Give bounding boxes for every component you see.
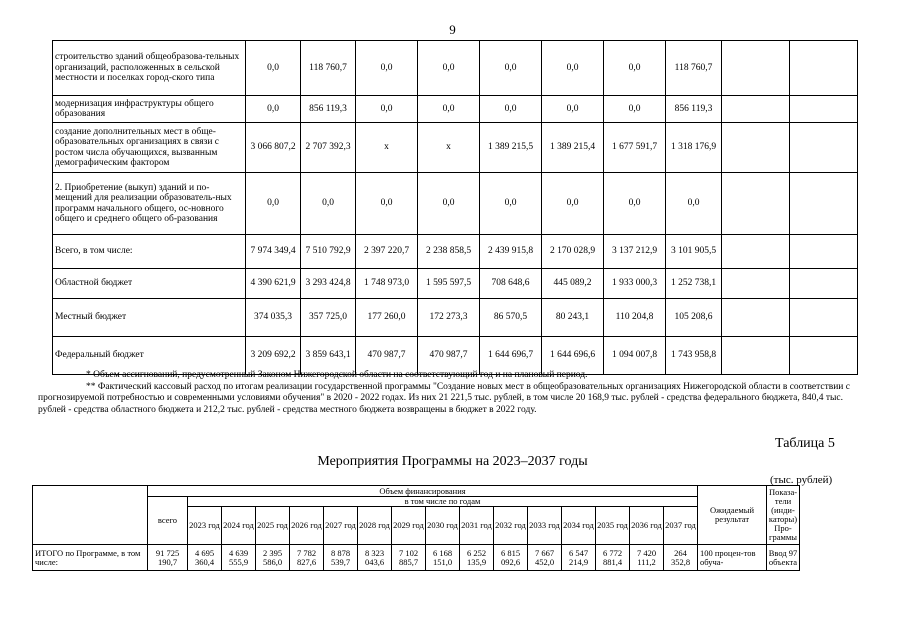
empty-cell (790, 337, 858, 375)
row-value: 0,0 (480, 41, 542, 96)
row-value: 3 293 424,8 (301, 269, 356, 299)
row-value: 1 389 215,5 (480, 123, 542, 173)
empty-cell (790, 269, 858, 299)
row-value: 2 439 915,8 (480, 235, 542, 269)
row-value: 0,0 (480, 96, 542, 123)
row-value: 0,0 (246, 41, 301, 96)
row-label: Всего, в том числе: (53, 235, 246, 269)
header-indicators: Показа-тели (инди-каторы) Про-граммы (767, 486, 800, 545)
row-value: 0,0 (418, 173, 480, 235)
row-value: 1 318 176,9 (666, 123, 722, 173)
row-value: 3 101 905,5 (666, 235, 722, 269)
empty-cell (790, 96, 858, 123)
header-result: Ожидаемый результат (698, 486, 767, 545)
row-value: 1 677 591,7 (604, 123, 666, 173)
header-year: 2033 год (528, 507, 562, 545)
footnotes (38, 370, 868, 416)
row-value: 470 987,7 (356, 337, 418, 375)
row-value: 1 252 738,1 (666, 269, 722, 299)
row-value: 856 119,3 (666, 96, 722, 123)
empty-cell (722, 96, 790, 123)
row-value: 374 035,3 (246, 299, 301, 337)
row-value: 856 119,3 (301, 96, 356, 123)
row-label: модернизация инфраструктуры общего образования (53, 96, 246, 123)
total-row-year-value: 2 395 586,0 (256, 545, 290, 571)
row-label: Областной бюджет (53, 269, 246, 299)
footnote-1: * Объем ассигнований, предусмотренный Законом Нижегородской области на соответствующий год и на плановый период. (86, 370, 588, 380)
empty-cell (722, 41, 790, 96)
header-year: 2025 год (256, 507, 290, 545)
header-year: 2030 год (426, 507, 460, 545)
header-year: 2027 год (324, 507, 358, 545)
empty-cell (722, 299, 790, 337)
table-row (53, 123, 858, 173)
row-value: 3 066 807,2 (246, 123, 301, 173)
row-label: Местный бюджет (53, 299, 246, 337)
funding-table-continued (52, 40, 858, 375)
header-year: 2023 год (188, 507, 222, 545)
row-label: строительство зданий общеобразова-тельных организаций, расположенных в сельской местности и поселках город-ского типа (53, 41, 246, 96)
header-year: 2026 год (290, 507, 324, 545)
row-value: 0,0 (301, 173, 356, 235)
row-value: 0,0 (480, 173, 542, 235)
header-volume: Объем финансирования (148, 486, 698, 497)
header-total: всего (148, 497, 188, 545)
row-value: 0,0 (418, 41, 480, 96)
row-value: 4 390 621,9 (246, 269, 301, 299)
row-value: 118 760,7 (666, 41, 722, 96)
row-value: 0,0 (604, 173, 666, 235)
row-value: 7 510 792,9 (301, 235, 356, 269)
header-year: 2036 год (630, 507, 664, 545)
total-row-year-value: 6 547 214,9 (562, 545, 596, 571)
row-value: 3 137 212,9 (604, 235, 666, 269)
row-value: 1 743 958,8 (666, 337, 722, 375)
row-value: 445 089,2 (542, 269, 604, 299)
header-including: в том числе по годам (188, 497, 698, 507)
total-row-year-value: 6 252 135,9 (460, 545, 494, 571)
row-value: 0,0 (542, 173, 604, 235)
row-value: 0,0 (246, 96, 301, 123)
row-value: 105 208,6 (666, 299, 722, 337)
header-year: 2028 год (358, 507, 392, 545)
row-value: 80 243,1 (542, 299, 604, 337)
table-title: Мероприятия Программы на 2023–2037 годы (317, 454, 588, 469)
empty-cell (790, 41, 858, 96)
table-row (53, 96, 858, 123)
row-label: 2. Приобретение (выкуп) зданий и по-мещений для реализации образователь-ных программ начального общего, ос-новного общего и среднего общего об-разования (53, 173, 246, 235)
row-value: 1 748 973,0 (356, 269, 418, 299)
empty-cell (790, 173, 858, 235)
total-row-indicator: Ввод 97 объекта (767, 545, 800, 571)
empty-cell (722, 235, 790, 269)
table-row (53, 269, 858, 299)
row-value: 1 644 696,7 (480, 337, 542, 375)
row-value: 708 648,6 (480, 269, 542, 299)
row-value: 0,0 (356, 173, 418, 235)
header-year: 2031 год (460, 507, 494, 545)
row-value: 0,0 (666, 173, 722, 235)
empty-cell (722, 123, 790, 173)
row-value: 0,0 (356, 96, 418, 123)
row-label: Федеральный бюджет (53, 337, 246, 375)
row-value: х (418, 123, 480, 173)
header-year: 2035 год (596, 507, 630, 545)
total-row-year-value: 4 639 555,9 (222, 545, 256, 571)
row-value: 86 570,5 (480, 299, 542, 337)
empty-cell (722, 269, 790, 299)
table-row (53, 299, 858, 337)
row-value: 2 707 392,3 (301, 123, 356, 173)
row-value: 3 859 643,1 (301, 337, 356, 375)
total-row-year-value: 6 168 151,0 (426, 545, 460, 571)
total-row-sum: 91 725 190,7 (148, 545, 188, 571)
table-row (53, 41, 858, 96)
row-value: 7 974 349,4 (246, 235, 301, 269)
row-value: х (356, 123, 418, 173)
row-label: создание дополнительных мест в обще-образовательных организациях в связи с ростом числа обучающихся, вызванным демографическим фактором (53, 123, 246, 173)
row-value: 1 389 215,4 (542, 123, 604, 173)
row-value: 0,0 (356, 41, 418, 96)
empty-cell (790, 123, 858, 173)
total-row-year-value: 6 772 881,4 (596, 545, 630, 571)
row-value: 1 644 696,6 (542, 337, 604, 375)
row-value: 110 204,8 (604, 299, 666, 337)
total-row-year-value: 8 323 043,6 (358, 545, 392, 571)
program-activities-table (32, 485, 800, 571)
total-row-year-value: 7 102 885,7 (392, 545, 426, 571)
header-year: 2037 год (664, 507, 698, 545)
header-year: 2024 год (222, 507, 256, 545)
table-number: Таблица 5 (775, 436, 835, 451)
row-value: 172 273,3 (418, 299, 480, 337)
total-row-result: 100 процен-тов обуча- (698, 545, 767, 571)
row-value: 0,0 (246, 173, 301, 235)
row-value: 3 209 692,2 (246, 337, 301, 375)
row-value: 0,0 (604, 41, 666, 96)
row-value: 2 170 028,9 (542, 235, 604, 269)
total-row-label: ИТОГО по Программе, в том числе: (33, 545, 148, 571)
total-row-year-value: 7 420 111,2 (630, 545, 664, 571)
table-row (53, 173, 858, 235)
row-value: 1 094 007,8 (604, 337, 666, 375)
row-value: 2 397 220,7 (356, 235, 418, 269)
row-value: 0,0 (542, 96, 604, 123)
page-number: 9 (449, 22, 456, 37)
total-row-year-value: 7 667 452,0 (528, 545, 562, 571)
row-value: 470 987,7 (418, 337, 480, 375)
header-year: 2032 год (494, 507, 528, 545)
empty-cell (790, 299, 858, 337)
total-row-year-value: 4 695 360,4 (188, 545, 222, 571)
header-year: 2034 год (562, 507, 596, 545)
row-value: 2 238 858,5 (418, 235, 480, 269)
table-row (53, 235, 858, 269)
row-value: 0,0 (542, 41, 604, 96)
empty-cell (722, 173, 790, 235)
total-row-year-value: 264 352,8 (664, 545, 698, 571)
row-value: 0,0 (418, 96, 480, 123)
row-value: 118 760,7 (301, 41, 356, 96)
total-row-year-value: 6 815 092,6 (494, 545, 528, 571)
row-value: 1 933 000,3 (604, 269, 666, 299)
table-unit: (тыс. рублей) (770, 474, 833, 486)
header-empty (33, 486, 148, 545)
table-row (53, 337, 858, 375)
row-value: 177 260,0 (356, 299, 418, 337)
total-row-year-value: 7 782 827,6 (290, 545, 324, 571)
empty-cell (722, 337, 790, 375)
header-year: 2029 год (392, 507, 426, 545)
empty-cell (790, 235, 858, 269)
total-row-year-value: 8 878 539,7 (324, 545, 358, 571)
row-value: 357 725,0 (301, 299, 356, 337)
row-value: 1 595 597,5 (418, 269, 480, 299)
row-value: 0,0 (604, 96, 666, 123)
footnote-2: ** Фактический кассовый расход по итогам реализации государственной программы "Создание новых мест в общеобразовательных организациях Нижегородской области в соответствии с прогнозируемой потребностью и современными условиями обучения" в 2020 - 2022 годах. Из них 21 221,5 тыс. рублей, в том числе 20 168,9 тыс. рублей - средства федерального бюджета, 840,4 тыс. рублей - средства областного бюджета и 212,2 тыс. рублей - средства местного бюджета возвращены в бюджет в 2022 году. (38, 381, 850, 415)
